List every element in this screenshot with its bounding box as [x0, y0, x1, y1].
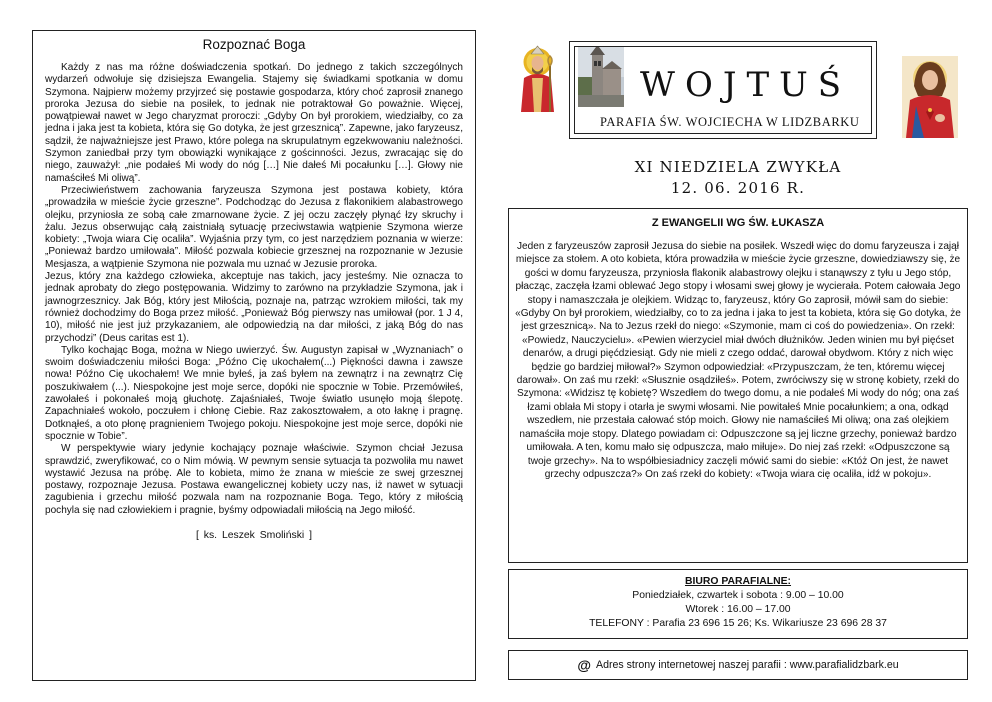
article-paragraph: Każdy z nas ma różne doświadczenia spotkań. Do jednego z takich szczególnych wydarzeń odwołuje się dzisiejsza Ewangelia. Stajemy się świadkami spotkania w domu Szymona. Najpierw możemy przyjrzeć się postawie gospodarza, który choć zaprosił znanego proroka Jezusa do siebie na posiłek, to jednak nie potraktował Go poważnie. Więcej, powątpiewał nawet w Jego charyzmat proroczi: „Gdyby On był prorokiem, wiedziałby, co za jedna i jaka jest ta kobieta, która się Go dotyka, że jest grzesznicą”. Zapewne, jako faryzeusz, sądził, że najważniejsze jest Prawo, które polega na skrupulatnym egzekwowaniu należności. Szymon zaniedbał przy tym obowiązki wynikające z gościnności. Jezus, zwracając się do niego, zauważył: „nie podałeś Mi wody do nóg […] Nie dałeś Mi pocałunku […]. Głowy nie namaściłeś Mi oliwą”.: [45, 62, 463, 184]
website-box: [508, 650, 968, 680]
article-paragraph: Przeciwieństwem zachowania faryzeusza Szymona jest postawa kobiety, która „prowadziła w mieście życie grzeszne”. Podchodząc do Jezusa z flakonikiem alabastrowego olejku, przyniosła ze sobą całe zmarnowane życie. Z jej oczu zaczęły płynąć łzy skruchy i żalu. Jezus obserwując całą zaistniałą sytuację przeciwstawia wątpienie Szymona wierze kobiety: „Twoja wiara Cię ocaliła”. Wyjaśnia przy tym, co jest narzędziem poznania w wierze: „Ponieważ bardzo umiłowała”. Miłość pozwala kobiecie grzesznej na rozpoznanie w Jezusie Mesjasza, a wątpienie Szymona nie pozwala mu uznać w Jezusie proroka.: [45, 184, 463, 270]
parish-office-box: [508, 569, 968, 639]
article-signature: [ ks. Leszek Smoliński ]: [196, 529, 312, 541]
office-hours-2: Wtorek : 16.00 – 17.00: [685, 604, 791, 615]
article-box: [32, 30, 476, 681]
gospel-box: [508, 208, 968, 563]
saint-adalbert-image: [515, 44, 560, 112]
masthead: [569, 41, 877, 139]
liturgical-day: [508, 157, 968, 199]
office-phones: TELEFONY : Parafia 23 696 15 26; Ks. Wikariusze 23 696 28 37: [589, 618, 887, 629]
parish-name: PARAFIA ŚW. WOJCIECHA W LIDZBARKU: [600, 115, 860, 129]
gospel-title: Z EWANGELII WG ŚW. ŁUKASZA: [651, 217, 825, 229]
website-text: Adres strony internetowej naszej parafii : www.parafialidzbark.eu: [596, 659, 899, 671]
office-hours-1: Poniedziałek, czwartek i sobota : 9.00 – 10.00: [632, 590, 844, 601]
sunday-name: XI NIEDZIELA ZWYKŁA: [634, 158, 842, 176]
article-paragraph: Jezus, który zna każdego człowieka, akceptuje nas takich, jacy jesteśmy. Nie oznacza to jednak aprobaty do złego postępowania. Widzimy to zarówno na przykładzie Szymona, jak i jawnogrzesznicy. Jak Bóg, który jest Miłością, poznaje na, patrząc wzrokiem miłości, tak my również dochodzimy do Boga przez miłość. „Ponieważ Bóg pierwszy nas umiłował (por. 1 J 4, 10), miłość nie jest już przykazaniem, ale odpowiedzią na dar miłości, z jaką Bóg do nas przychodzi” (Deus caritas est 1).: [45, 271, 463, 344]
sunday-date: 12. 06. 2016 R.: [670, 179, 806, 197]
article-title: Rozpoznać Boga: [202, 37, 306, 52]
article-paragraph: W perspektywie wiary jedynie kochający poznaje właściwie. Szymon chciał Jezusa sprawdzić, zweryfikować, co o Nim mówią. W pewnym sensie sytuacja ta pozwoliła mu nawet wystawić Jezusa na próbę. Ale to kobieta, mimo że znana w mieście ze swej grzesznej postawy, rozpoznaje Jezusa. Postawa ewangelicznej kobiety uczy nas, iż nawet w sytuacji zagubienia i grzechu miłość pozwala nam na rozpoznanie Boga. Tego, który z miłością pochyla się nad człowiekiem i pragnie, byśmy odpowiadali miłością na Jego miłość.: [45, 443, 463, 516]
gospel-text: Jeden z faryzeuszów zaprosił Jezusa do siebie na posiłek. Wszedł więc do domu faryzeusza i zajął miejsce za stołem. A oto kobieta, która prowadziła w mieście życie grzeszne, dowiedziawszy się, że gości w domu faryzeusza, przyniosła flakonik alabastrowy olejku i stanąwszy z tyłu u Jego stóp, płacząc, zaczęła łzami oblewać Jego stopy i włosami swej głowy je wycierała. Potem całowała Jego stopy i namaszczała je olejkiem. Widząc to, faryzeusz, który Go zaprosił, mówił sam do siebie: «Gdyby On był prorokiem, wiedziałby, co to za jedna i jaka to jest ta kobieta, która się Go dotyka, że jest grzesznicą». Na to Jezus rzekł do niego: «Szymonie, mam ci coś do powiedzenia». On rzekł: «Powiedz, Nauczycielu». «Pewien wierzyciel miał dwóch dłużników. Jeden winien mu był pięćset denarów, a drugi pięćdziesiąt. Gdy nie mieli z czego oddać, darował obydwom. Który z nich więc będzie go bardziej miłował?» Szymon odpowiedział: «Przypuszczam, że ten, któremu więcej darował». On zaś mu rzekł: «Słusznie osądziłeś». Potem, zwróciwszy się w stronę kobiety, rzekł do Szymona: «Widzisz tę kobietę? Wszedłem do twego domu, a nie podałeś Mi wody do nóg; ona zaś łzami oblała Mi stopy i otarła je swymi włosami. Nie powitałeś Mnie pocałunkiem; a ona, odkąd wszedłem, nie przestała całować stóp moich. Głowy nie namaściłeś Mi oliwą; ona zaś olejkiem namaściła moje stopy. Dlatego powiadam ci: Odpuszczone są jej liczne grzechy, ponieważ bardzo umiłowała. A ten, komu mało się odpuszcza, mało miłuje». Do niej zaś rzekł: «Odpuszczone są twoje grzechy». Na to współbiesiadnicy zaczęli mówić sami do siebie: «Któż On jest, że nawet grzechy odpuszcza?» On zaś rzekł do kobiety: «Twoja wiara cię ocaliła, idź w pokoju».: [515, 241, 961, 480]
newsletter-title: WOJTUŚ: [640, 65, 852, 105]
office-title: BIURO PARAFIALNE:: [684, 576, 792, 587]
at-sign-icon: @: [577, 657, 591, 673]
sacred-heart-image: [902, 56, 958, 138]
article-paragraph: Tylko kochając Boga, można w Niego uwierzyć. Św. Augustyn zapisał w „Wyznaniach” o swoim doświadczeniu miłości Boga: „Późno Cię ukochałem(...) Piękności dawna i zawsze nowa! Późno Cię ukochałem! We mnie byłeś, ja zaś byłem na zewnątrz i na zewnątrz Cię poszukiwałem (...). Niespokojne jest moje serce, dopóki nie spocznie w Tobie. Przemówiłeś, zawołałeś i pokonałeś moją głuchotę. Zajaśniałeś, Twoje światło usunęło moją ślepotę. Zapachniałeś wokoło, poczułem i chłonę Ciebie. Raz zakosztowałem, a oto łaknę i pragnę. Dotknąłeś, a oto płonę pragnieniem Twojego pokoju. Niespokojne jest moje serce, dopóki nie spocznie w Tobie”.: [45, 344, 463, 442]
